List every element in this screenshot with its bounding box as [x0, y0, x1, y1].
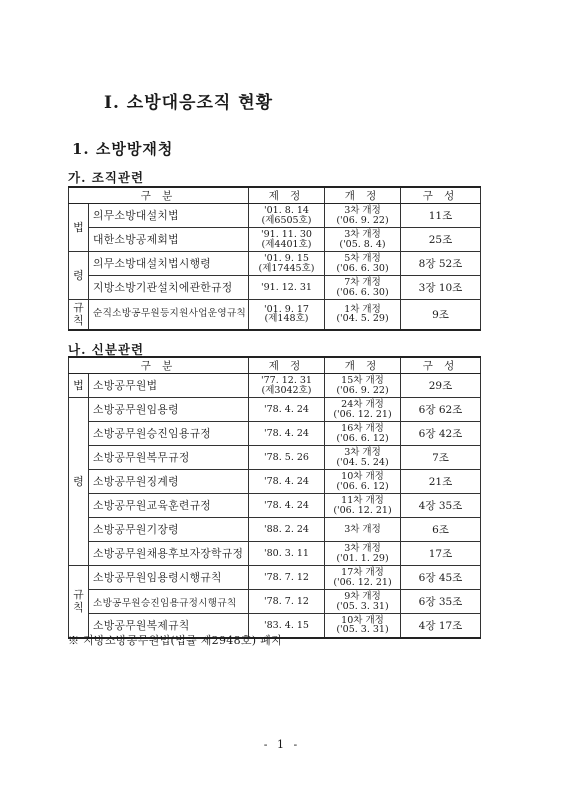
law-name-cell: 소방공무원기장령 — [89, 518, 249, 542]
law-name-cell: 소방공무원승진임용규정시행규칙 — [89, 590, 249, 614]
enacted-main: '78. 4. 24 — [264, 499, 309, 511]
table-row — [69, 374, 481, 398]
col-header-category: 구 분 — [69, 187, 249, 204]
amended-sub: ('06. 6. 30) — [336, 262, 389, 274]
composition-cell: 17조 — [401, 542, 481, 566]
enacted-main: '78. 4. 24 — [264, 403, 309, 415]
law-name-cell: 소방공무원복무규정 — [89, 446, 249, 470]
amended-sub: ('05. 3. 31) — [336, 600, 389, 612]
composition-cell: 3장 10조 — [401, 276, 481, 300]
amended-cell — [325, 590, 401, 614]
law-name-cell: 소방공무원법 — [89, 374, 249, 398]
enacted-cell — [249, 470, 325, 494]
enacted-cell — [249, 590, 325, 614]
enacted-sub: (제4401호) — [261, 238, 312, 250]
amended-cell — [325, 228, 401, 252]
composition-cell: 4장 35조 — [401, 494, 481, 518]
category-cell: 법 — [69, 374, 89, 398]
category-cell: 령 — [69, 398, 89, 566]
enacted-cell — [249, 398, 325, 422]
law-name-cell: 소방공무원징계령 — [89, 470, 249, 494]
enacted-main: '77. 12. 31 — [261, 375, 312, 386]
col-header-amended: 개 정 — [325, 357, 401, 374]
amended-sub: ('05. 3. 31) — [336, 624, 389, 636]
enacted-sub: (제17445호) — [258, 262, 315, 274]
amended-sub: ('06. 6. 12) — [336, 432, 389, 444]
composition-cell: 9조 — [401, 300, 481, 330]
law-name-cell: 소방공무원교육훈련규정 — [89, 494, 249, 518]
law-name-cell: 소방공무원임용령 — [89, 398, 249, 422]
amended-main: 17차 개정 — [341, 567, 384, 578]
enacted-main: '78. 5. 26 — [264, 451, 309, 463]
table-row — [69, 566, 481, 590]
amended-main: 1차 개정 — [344, 303, 381, 315]
amended-main: 24차 개정 — [341, 399, 384, 410]
enacted-main: '91. 11. 30 — [261, 229, 312, 240]
page-title: Ⅰ. 소방대응조직 현황 — [104, 93, 274, 113]
amended-cell — [325, 276, 401, 300]
enacted-main: '01. 9. 17 — [264, 303, 309, 315]
enacted-cell — [249, 518, 325, 542]
amended-cell — [325, 470, 401, 494]
amended-main: 11차 개정 — [341, 495, 384, 506]
status-table — [68, 356, 481, 639]
amended-cell — [325, 494, 401, 518]
amended-sub: ('06. 12. 21) — [333, 408, 392, 420]
amended-main: 15차 개정 — [341, 375, 384, 386]
col-header-composition: 구 성 — [401, 187, 481, 204]
law-name-cell: 의무소방대설치법 — [89, 204, 249, 228]
col-header-enacted: 제 정 — [249, 187, 325, 204]
composition-cell: 6장 35조 — [401, 590, 481, 614]
amended-main: 10차 개정 — [341, 614, 384, 626]
law-name-cell: 대한소방공제회법 — [89, 228, 249, 252]
amended-sub: ('04. 5. 29) — [336, 313, 389, 325]
status-heading: 나. 신분관련 — [68, 342, 145, 357]
amended-sub: ('06. 12. 21) — [333, 504, 392, 516]
law-name-cell: 소방공무원승진임용규정 — [89, 422, 249, 446]
org-heading: 가. 조직관련 — [68, 170, 145, 185]
law-name-cell: 순직소방공무원등지원사업운영규칙 — [89, 300, 249, 330]
table-row — [69, 276, 481, 300]
amended-cell — [325, 374, 401, 398]
enacted-main: '78. 4. 24 — [264, 427, 309, 439]
table-row — [69, 518, 481, 542]
composition-cell: 6장 45조 — [401, 566, 481, 590]
law-name-cell: 소방공무원임용령시행규칙 — [89, 566, 249, 590]
col-header-enacted: 제 정 — [249, 357, 325, 374]
enacted-main: '78. 7. 12 — [264, 595, 309, 607]
table-row — [69, 422, 481, 446]
page-number: - 1 - — [263, 738, 301, 751]
enacted-main: '80. 3. 11 — [264, 547, 309, 559]
section-heading: 1. 소방방재청 — [72, 140, 174, 158]
enacted-cell — [249, 276, 325, 300]
category-cell: 령 — [69, 252, 89, 300]
org-table — [68, 186, 481, 331]
enacted-main: '78. 4. 24 — [264, 475, 309, 487]
col-header-amended: 개 정 — [325, 187, 401, 204]
amended-main: 5차 개정 — [344, 253, 381, 264]
amended-main: 7차 개정 — [344, 277, 381, 288]
composition-cell: 25조 — [401, 228, 481, 252]
amended-cell — [325, 422, 401, 446]
amended-cell — [325, 252, 401, 276]
enacted-main: '78. 7. 12 — [264, 571, 309, 583]
composition-cell: 29조 — [401, 374, 481, 398]
table-row — [69, 300, 481, 330]
amended-main: 3차 개정 — [344, 447, 381, 458]
table-row — [69, 446, 481, 470]
composition-cell: 7조 — [401, 446, 481, 470]
composition-cell: 4장 17조 — [401, 614, 481, 638]
enacted-cell — [249, 494, 325, 518]
law-name-cell: 지방소방기관설치에관한규정 — [89, 276, 249, 300]
amended-sub: ('05. 8. 4) — [339, 238, 386, 250]
enacted-cell — [249, 204, 325, 228]
law-name-cell: 소방공무원채용후보자장학규정 — [89, 542, 249, 566]
composition-cell: 8장 52조 — [401, 252, 481, 276]
amended-cell — [325, 566, 401, 590]
table-row — [69, 252, 481, 276]
category-cell: 법 — [69, 204, 89, 252]
composition-cell: 11조 — [401, 204, 481, 228]
col-header-composition: 구 성 — [401, 357, 481, 374]
amended-sub: ('06. 9. 22) — [336, 384, 389, 396]
table-row — [69, 590, 481, 614]
table-row — [69, 204, 481, 228]
enacted-main: '01. 8. 14 — [264, 205, 309, 216]
amended-cell — [325, 518, 401, 542]
amended-main: 3차 개정 — [344, 229, 381, 240]
composition-cell: 6장 62조 — [401, 398, 481, 422]
law-name-cell: 의무소방대설치법시행령 — [89, 252, 249, 276]
amended-sub: ('04. 5. 24) — [336, 456, 389, 468]
enacted-cell — [249, 252, 325, 276]
amended-cell — [325, 300, 401, 330]
amended-sub: ('01. 1. 29) — [336, 552, 389, 564]
enacted-cell — [249, 566, 325, 590]
composition-cell: 6장 42조 — [401, 422, 481, 446]
amended-main: 3차 개정 — [344, 543, 381, 554]
table-row — [69, 398, 481, 422]
enacted-main: '83. 4. 15 — [264, 619, 309, 631]
amended-cell — [325, 446, 401, 470]
enacted-cell — [249, 300, 325, 330]
table-row — [69, 228, 481, 252]
table-row — [69, 494, 481, 518]
amended-main: 3차 개정 — [344, 205, 381, 216]
composition-cell: 21조 — [401, 470, 481, 494]
amended-cell — [325, 398, 401, 422]
enacted-cell — [249, 446, 325, 470]
enacted-main: '01. 9. 15 — [264, 253, 309, 264]
category-cell: 규칙 — [69, 566, 89, 638]
enacted-sub: (제6505호) — [261, 214, 312, 226]
enacted-main: '91. 12. 31 — [261, 281, 312, 293]
amended-sub: ('06. 12. 21) — [333, 576, 392, 588]
enacted-cell — [249, 422, 325, 446]
category-cell: 규칙 — [69, 300, 89, 330]
amended-sub: ('06. 6. 30) — [336, 286, 389, 298]
amended-cell — [325, 614, 401, 638]
enacted-sub: (제3042호) — [261, 384, 312, 396]
composition-cell: 6조 — [401, 518, 481, 542]
enacted-cell — [249, 374, 325, 398]
amended-main: 16차 개정 — [341, 423, 384, 434]
enacted-sub: (제148호) — [264, 313, 309, 325]
amended-cell — [325, 542, 401, 566]
enacted-cell — [249, 228, 325, 252]
amended-main: 10차 개정 — [341, 471, 384, 482]
col-header-category: 구 분 — [69, 357, 249, 374]
amended-main: 9차 개정 — [344, 591, 381, 602]
amended-cell — [325, 204, 401, 228]
table-row — [69, 470, 481, 494]
amended-main: 3차 개정 — [344, 523, 381, 535]
enacted-cell — [249, 542, 325, 566]
amended-sub: ('06. 9. 22) — [336, 214, 389, 226]
law-name-cell: 소방공무원복제규칙 — [89, 614, 249, 638]
enacted-main: '88. 2. 24 — [264, 523, 309, 535]
footnote: ※ 지방소방공무원법(법률 제2948호) 폐지 — [68, 634, 283, 647]
amended-sub: ('06. 6. 12) — [336, 480, 389, 492]
table-row — [69, 542, 481, 566]
